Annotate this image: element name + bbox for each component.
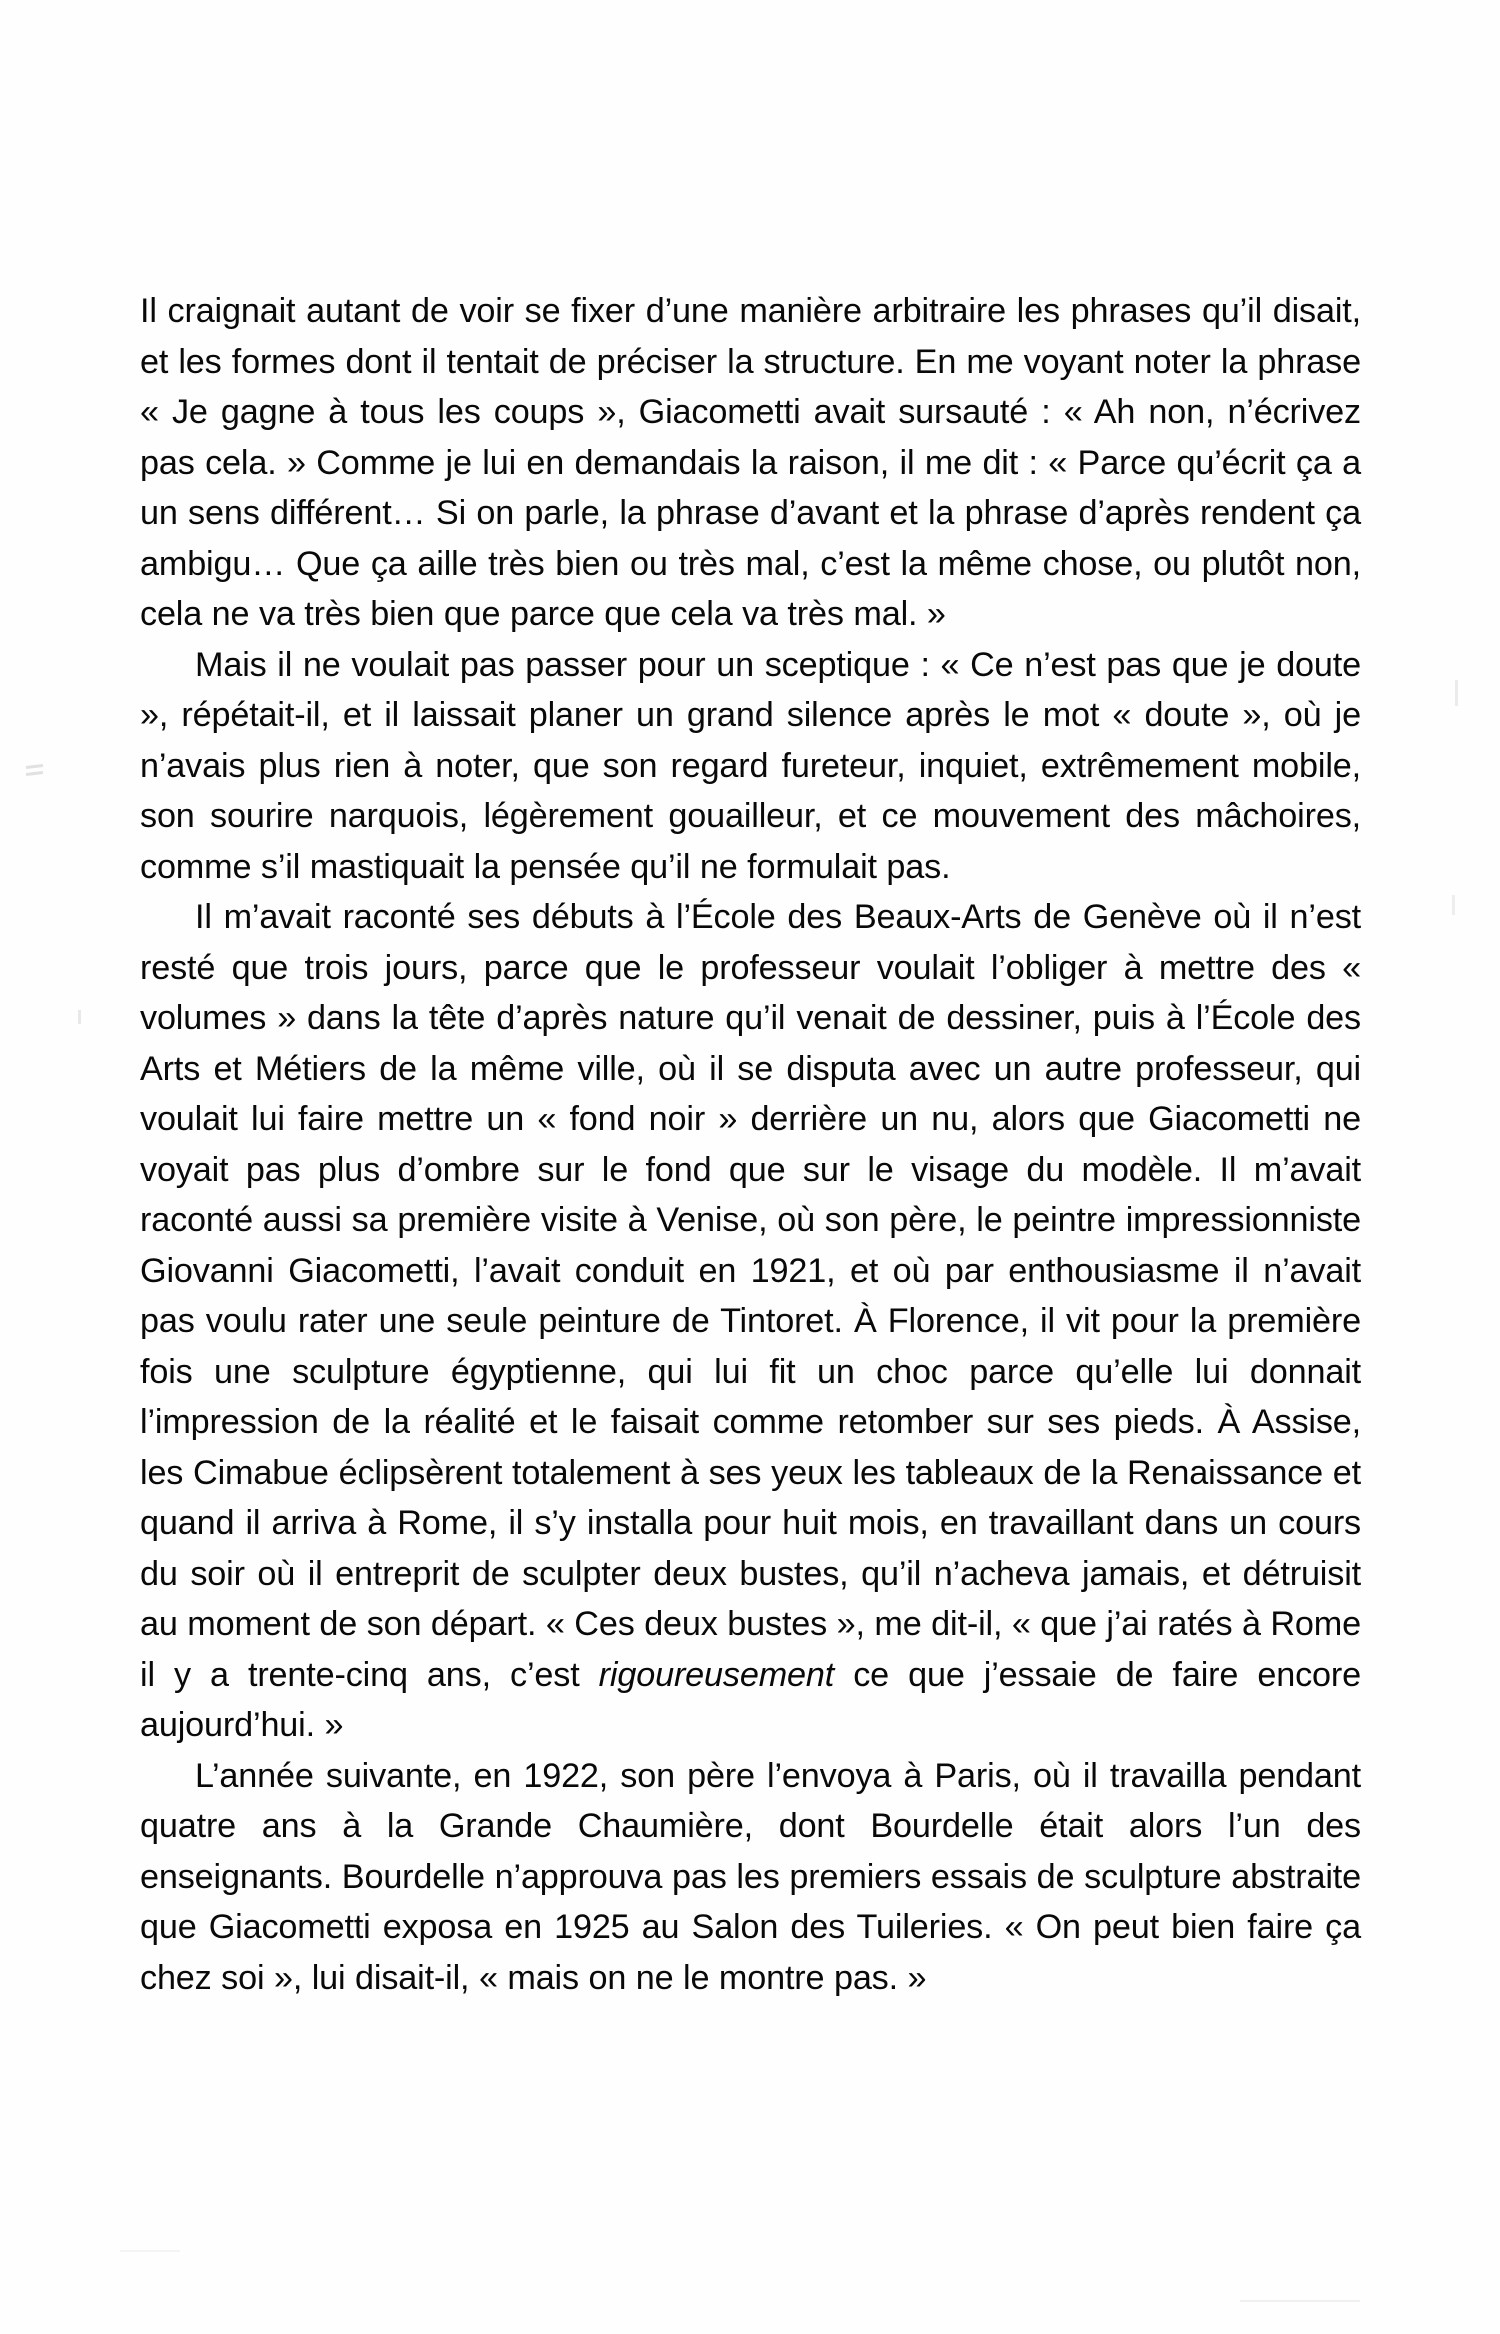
paragraph-3 bbox=[140, 892, 1361, 1751]
paragraph-3-part-1: Il m’avait raconté ses débuts à l’École des Beaux-Arts de Genève où il n’est resté que trois jours, parce que le professeur voulait l’obliger à mettre des « volumes » dans la tête d’après nature qu’il venait de dessiner, puis à l’École des Arts et Métiers de la même ville, où il se disputa avec un autre professeur, qui voulait lui faire mettre un « fond noir » derrière un nu, alors que Giacometti ne voyait pas plus d’ombre sur le fond que sur le visage du modèle. Il m’avait raconté aussi sa première visite à Venise, où son père, le peintre impressionniste Giovanni Giacometti, l’avait conduit en 1921, et où par enthousiasme il n’avait pas voulu rater une seule peinture de Tintoret. À Florence, il vit pour la première fois une sculpture égyptienne, qui lui fit un choc parce qu’elle lui donnait l’impression de la réalité et le faisait comme retomber sur ses pieds. À Assise, les Cimabue éclipsèrent totalement à ses yeux les tableaux de la Renaissance et quand il arriva à Rome, il s’y installa pour huit mois, en travaillant dans un cours du soir où il entreprit de sculpter deux bustes, qu’il n’acheva jamais, et détruisit au moment de son départ. « Ces deux bustes », me dit-il, « que j’ai ratés à Rome il y a trente-cinq ans, c’est bbox=[140, 898, 1361, 1694]
emphasis-rigoureusement: rigoureusement bbox=[598, 1655, 835, 1694]
scan-artifact-mark bbox=[1452, 895, 1455, 915]
scan-artifact-mark bbox=[1240, 2300, 1360, 2302]
scan-artifact-mark bbox=[26, 771, 43, 776]
scan-artifact-mark bbox=[1455, 680, 1458, 706]
paragraph-3-part-2: ce que j’essaie de faire encore aujourd’hui. » bbox=[140, 1655, 1361, 1744]
scan-artifact-mark bbox=[78, 1010, 81, 1024]
scan-artifact-mark bbox=[120, 2250, 180, 2252]
paragraph-1: Il craignait autant de voir se fixer d’une manière arbitraire les phrases qu’il disait, et les formes dont il tentait de préciser la structure. En me voyant noter la phrase « Je gagne à tous les coups », Giacometti avait sursauté : « Ah non, n’écrivez pas cela. » Comme je lui en demandais la raison, il me dit : « Parce qu’écrit ça a un sens différent… Si on parle, la phrase d’avant et la phrase d’après rendent ça ambigu… Que ça aille très bien ou très mal, c’est la même chose, ou plutôt non, cela ne va très bien que parce que cela va très mal. » bbox=[140, 292, 1361, 633]
scan-artifact-mark bbox=[26, 764, 43, 769]
page-text-body bbox=[140, 286, 1361, 2003]
paragraph-4: L’année suivante, en 1922, son père l’envoya à Paris, où il travailla pendant quatre ans à la Grande Chaumière, dont Bourdelle était alors l’un des enseignants. Bourdelle n’approuva pas les premiers essais de sculpture abstraite que Giacometti exposa en 1925 au Salon des Tuileries. « On peut bien faire ça chez soi », lui disait-il, « mais on ne le montre pas. » bbox=[140, 1756, 1361, 1997]
paragraph-2: Mais il ne voulait pas passer pour un sceptique : « Ce n’est pas que je doute », répétait-il, et il laissait planer un grand silence après le mot « doute », où je n’avais plus rien à noter, que son regard fureteur, inquiet, extrêmement mobile, son sourire narquois, légèrement gouailleur, et ce mouvement des mâchoires, comme s’il mastiquait la pensée qu’il ne formulait pas. bbox=[140, 645, 1361, 886]
